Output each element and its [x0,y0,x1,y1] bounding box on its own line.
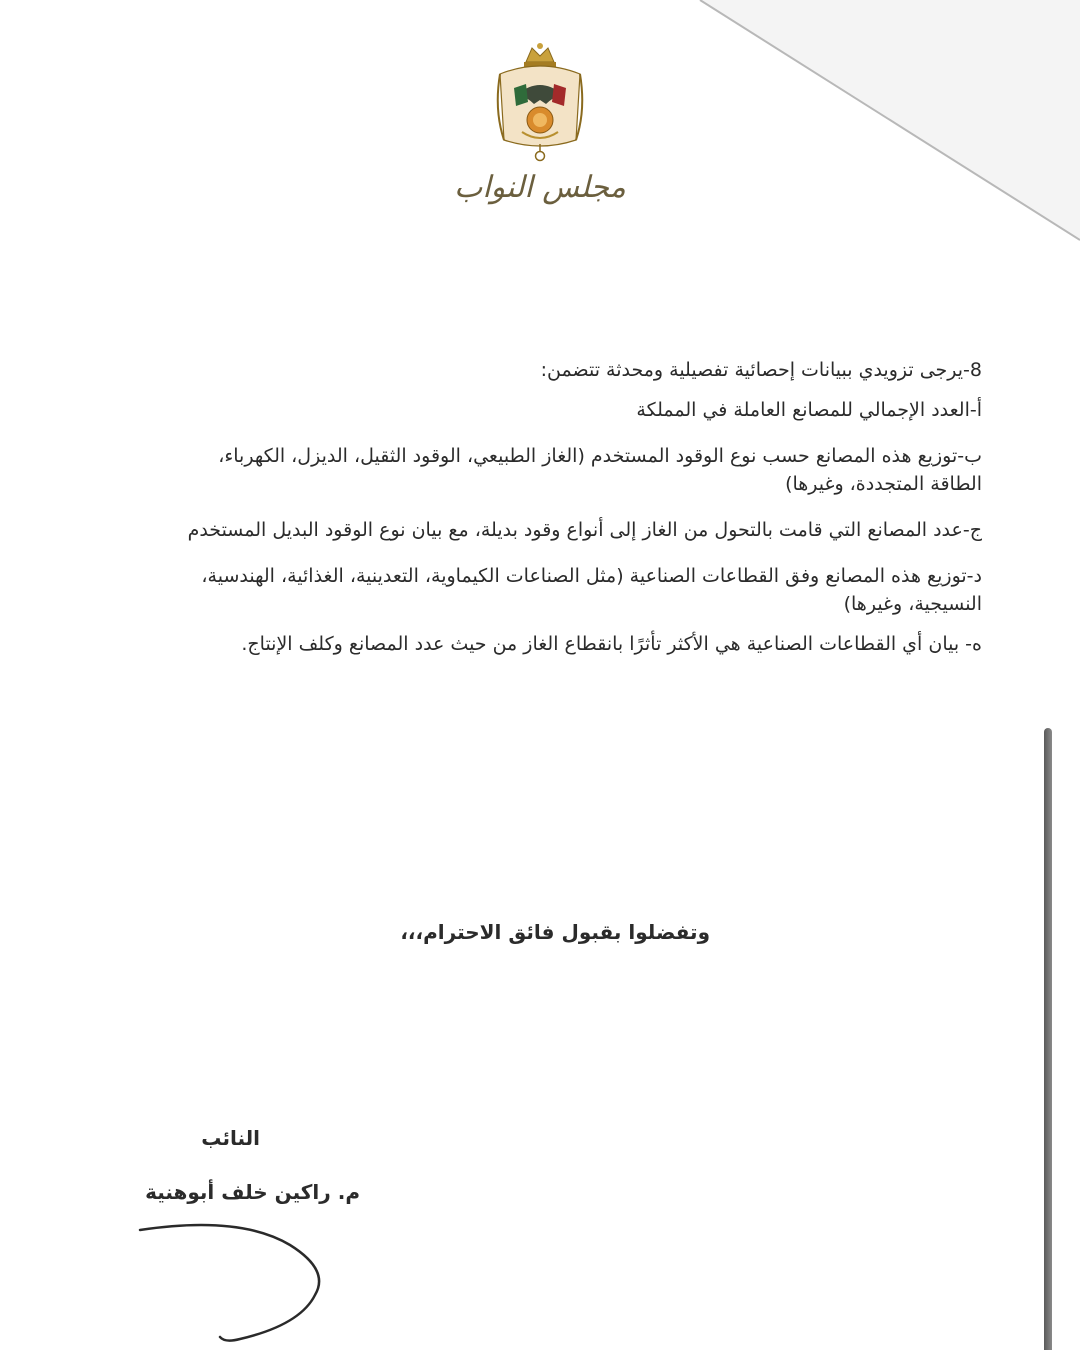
institution-name: مجلس النواب [454,170,626,205]
request-item-e: ه- بيان أي القطاعات الصناعية هي الأكثر تأثرًا بانقطاع الغاز من حيث عدد المصانع وكلف الإنتاج. [241,633,982,655]
request-intro: 8-يرجى تزويدي ببيانات إحصائية تفصيلية ومحدثة تتضمن: [540,359,982,381]
signer-name: م. راكين خلف أبوهنية [145,1180,360,1204]
closing-salutation: وتفضلوا بقبول فائق الاحترام،،، [400,920,710,944]
letter-body [170,356,982,658]
scan-edge-shadow [1044,728,1052,1350]
coat-of-arms-icon [488,40,592,164]
signer-title: النائب [201,1126,260,1150]
request-item-c: ج-عدد المصانع التي قامت بالتحول من الغاز إلى أنواع وقود بديلة، مع بيان نوع الوقود البديل المستخدم [187,519,982,541]
request-item-b: ب-توزيع هذه المصانع حسب نوع الوقود المستخدم (الغاز الطبيعي، الوقود الثقيل، الديزل، الكهرباء، الطاقة المتجددة، وغيرها) [218,445,982,495]
request-item-a: أ-العدد الإجمالي للمصانع العاملة في المملكة [636,399,982,421]
request-item-d: د-توزيع هذه المصانع وفق القطاعات الصناعية (مثل الصناعات الكيماوية، التعدينية، الغذائية، الهندسية، النسيجية، وغيرها) [201,565,982,615]
handwritten-signature [130,1215,350,1350]
